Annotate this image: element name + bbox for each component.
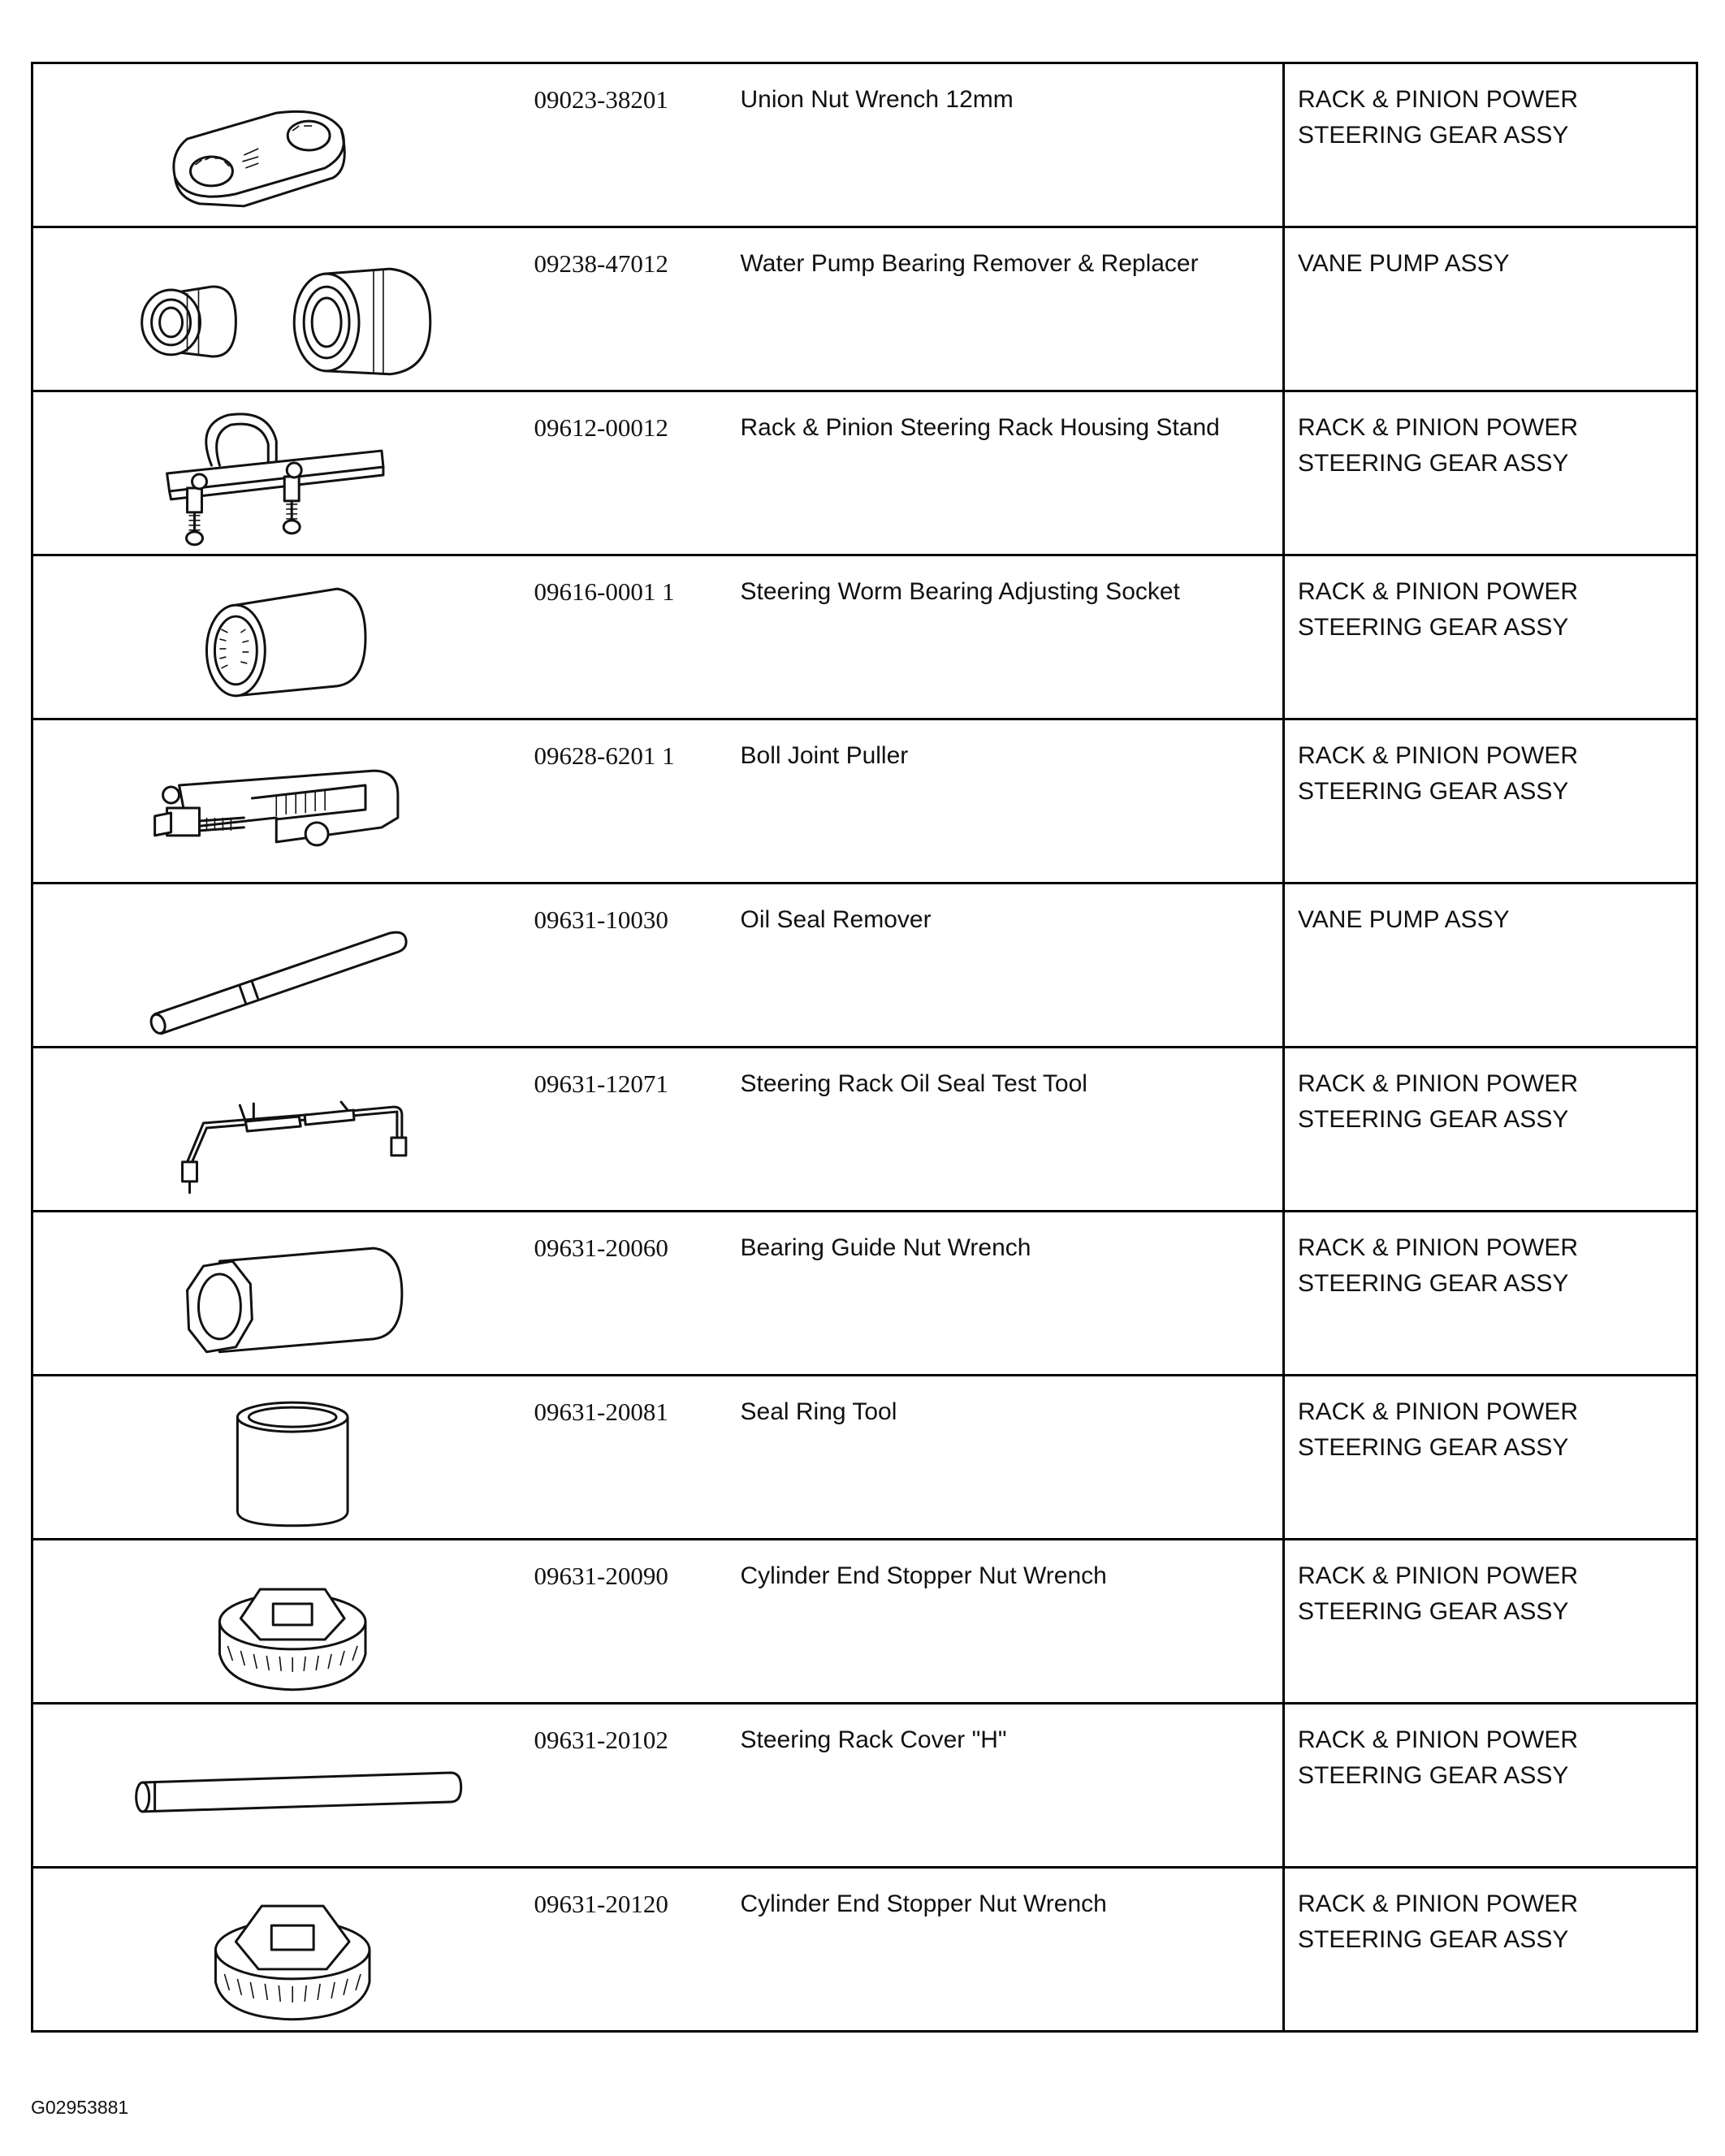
- tool-description: Steering Rack Oil Seal Test Tool: [740, 1070, 1087, 1097]
- tool-description: Oil Seal Remover: [740, 906, 932, 933]
- tool-description: Seal Ring Tool: [740, 1398, 897, 1425]
- bearing-guide-nut-wrench-icon: [33, 1212, 526, 1374]
- rack-cover-icon: [33, 1704, 526, 1866]
- oil-seal-remover-icon: [33, 884, 526, 1046]
- seal-ring-tool-icon: [33, 1376, 526, 1538]
- table-row: [32, 555, 1697, 719]
- part-number: 09628-6201 1: [534, 741, 675, 770]
- table-row: [32, 1212, 1697, 1376]
- tool-description: Rack & Pinion Steering Rack Housing Stand: [740, 414, 1220, 441]
- stopper-nut-wrench-icon: [33, 1540, 526, 1702]
- part-number: 09631-12071: [534, 1069, 668, 1098]
- part-number: 09631-20090: [534, 1562, 668, 1590]
- stopper-nut-wrench-icon: [33, 1869, 526, 2030]
- part-number: 09631-10030: [534, 905, 668, 934]
- tool-description: Bearing Guide Nut Wrench: [740, 1234, 1031, 1261]
- table-row: [32, 1868, 1697, 2032]
- figure-id: G02953881: [31, 2097, 129, 2118]
- part-number: 09023-38201: [534, 85, 668, 114]
- tool-application: VANE PUMP ASSY: [1298, 250, 1510, 277]
- tool-description: Steering Rack Cover "H": [740, 1726, 1007, 1753]
- tool-application: RACK & PINION POWER STEERING GEAR ASSY: [1298, 742, 1579, 805]
- tool-application: VANE PUMP ASSY: [1298, 906, 1510, 933]
- tool-application: RACK & PINION POWER STEERING GEAR ASSY: [1298, 86, 1579, 149]
- adjusting-socket-icon: [33, 556, 526, 718]
- table-row: [32, 63, 1697, 227]
- tool-application: RACK & PINION POWER STEERING GEAR ASSY: [1298, 1726, 1579, 1789]
- tool-application: RACK & PINION POWER STEERING GEAR ASSY: [1298, 1562, 1579, 1625]
- housing-stand-icon: [33, 392, 526, 554]
- tool-description: Boll Joint Puller: [740, 742, 909, 769]
- union-nut-wrench-icon: [33, 64, 526, 226]
- table-row: [32, 884, 1697, 1048]
- table-row: [32, 391, 1697, 555]
- part-number: 09238-47012: [534, 249, 668, 278]
- bearing-remover-replacer-icon: [33, 228, 526, 390]
- part-number: 09631-20060: [534, 1234, 668, 1262]
- tool-application: RACK & PINION POWER STEERING GEAR ASSY: [1298, 1070, 1579, 1133]
- part-number: 09631-20120: [534, 1890, 668, 1918]
- tool-application: RACK & PINION POWER STEERING GEAR ASSY: [1298, 414, 1579, 477]
- tool-description: Steering Worm Bearing Adjusting Socket: [740, 578, 1180, 605]
- part-number: 09616-0001 1: [534, 577, 675, 606]
- oil-seal-test-tool-icon: [33, 1048, 526, 1210]
- table-row: [32, 1048, 1697, 1212]
- tool-application: RACK & PINION POWER STEERING GEAR ASSY: [1298, 578, 1579, 641]
- tool-application: RACK & PINION POWER STEERING GEAR ASSY: [1298, 1398, 1579, 1461]
- tool-application: RACK & PINION POWER STEERING GEAR ASSY: [1298, 1890, 1579, 1953]
- table-row: [32, 1376, 1697, 1540]
- table-row: [32, 1540, 1697, 1704]
- table-row: [32, 227, 1697, 391]
- tool-description: Cylinder End Stopper Nut Wrench: [740, 1890, 1107, 1917]
- table-row: [32, 1704, 1697, 1868]
- tool-description: Union Nut Wrench 12mm: [740, 86, 1014, 113]
- tool-description: Cylinder End Stopper Nut Wrench: [740, 1562, 1107, 1589]
- tool-application: RACK & PINION POWER STEERING GEAR ASSY: [1298, 1234, 1579, 1297]
- ball-joint-puller-icon: [33, 720, 526, 882]
- special-tools-table: [31, 62, 1698, 2033]
- part-number: 09631-20081: [534, 1398, 668, 1426]
- table-row: [32, 719, 1697, 884]
- tool-description: Water Pump Bearing Remover & Replacer: [740, 250, 1199, 277]
- part-number: 09612-00012: [534, 413, 668, 442]
- part-number: 09631-20102: [534, 1726, 668, 1754]
